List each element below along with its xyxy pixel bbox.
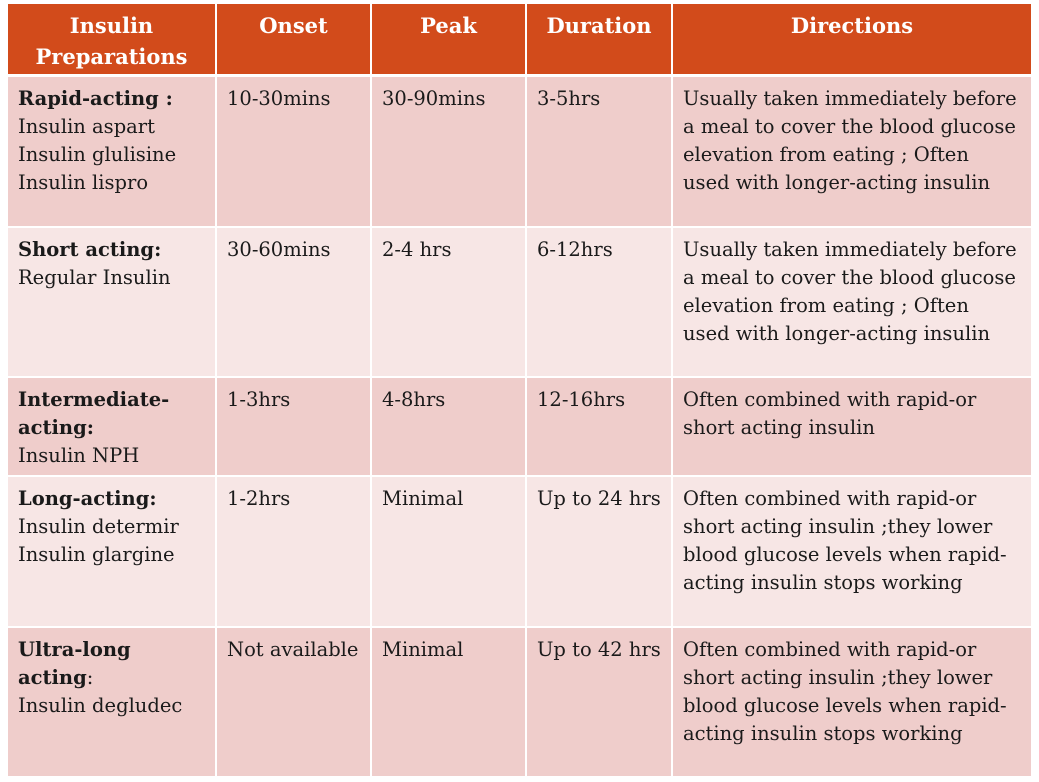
- peak-cell: 4-8hrs: [371, 377, 526, 476]
- drug-name: Insulin glargine: [18, 542, 175, 566]
- onset-cell: Not available: [216, 627, 371, 777]
- drug-name: Insulin determir: [18, 514, 179, 538]
- preparation-name: [18, 236, 205, 264]
- preparation-cell: [8, 76, 216, 227]
- table-row: [8, 76, 1031, 227]
- onset-cell: 10-30mins: [216, 76, 371, 227]
- duration-cell: 3-5hrs: [526, 76, 672, 227]
- table-row: [8, 227, 1031, 377]
- table-row: [8, 377, 1031, 476]
- duration-cell: 6-12hrs: [526, 227, 672, 377]
- duration-cell: 12-16hrs: [526, 377, 672, 476]
- preparation-name-text: Long-acting:: [18, 486, 157, 510]
- preparation-name-text: Intermediate-acting:: [18, 387, 170, 439]
- header-preparations-line1: Insulin: [69, 13, 154, 38]
- insulin-preparations-table: [8, 4, 1031, 778]
- preparation-name: [18, 386, 205, 442]
- preparation-cell: [8, 377, 216, 476]
- preparation-name: [18, 85, 205, 113]
- directions-cell: Usually taken immediately before a meal to cover the blood glucose elevation from eating ; Often used with longer-acting insulin: [672, 76, 1031, 227]
- onset-cell: 30-60mins: [216, 227, 371, 377]
- directions-cell: Often combined with rapid-or short acting insulin: [672, 377, 1031, 476]
- directions-cell: Often combined with rapid-or short acting insulin ;they lower blood glucose levels when rapid-acting insulin stops working: [672, 476, 1031, 627]
- peak-cell: Minimal: [371, 476, 526, 627]
- duration-cell: Up to 42 hrs: [526, 627, 672, 777]
- preparation-name: [18, 485, 205, 513]
- directions-cell: Usually taken immediately before a meal to cover the blood glucose elevation from eating ; Often used with longer-acting insulin: [672, 227, 1031, 377]
- header-peak: Peak: [371, 4, 526, 76]
- peak-cell: 30-90mins: [371, 76, 526, 227]
- header-onset: Onset: [216, 4, 371, 76]
- preparation-cell: [8, 476, 216, 627]
- onset-cell: 1-2hrs: [216, 476, 371, 627]
- peak-cell: 2-4 hrs: [371, 227, 526, 377]
- header-preparations-line2: Preparations: [35, 44, 188, 69]
- table-row: [8, 476, 1031, 627]
- header-duration: Duration: [526, 4, 672, 76]
- table-body: [8, 76, 1031, 777]
- preparation-name-text: Rapid-acting :: [18, 87, 173, 110]
- drug-name: Insulin aspart: [18, 115, 155, 138]
- preparation-cell: [8, 627, 216, 777]
- table-row: [8, 627, 1031, 777]
- directions-cell: Often combined with rapid-or short acting insulin ;they lower blood glucose levels when rapid-acting insulin stops working: [672, 627, 1031, 777]
- peak-cell: Minimal: [371, 627, 526, 777]
- duration-cell: Up to 24 hrs: [526, 476, 672, 627]
- drug-name: Insulin NPH: [18, 443, 140, 467]
- header-directions: Directions: [672, 4, 1031, 76]
- preparation-name-text: Short acting:: [18, 237, 162, 261]
- header-row: [8, 4, 1031, 76]
- preparation-cell: [8, 227, 216, 377]
- preparation-name-text: Ultra-long acting: [18, 637, 131, 689]
- drug-name: Insulin degludec: [18, 693, 183, 717]
- preparation-name: [18, 636, 205, 692]
- drug-name: Regular Insulin: [18, 265, 171, 289]
- onset-cell: 1-3hrs: [216, 377, 371, 476]
- drug-name: Insulin glulisine: [18, 143, 177, 166]
- table-header: [8, 4, 1031, 76]
- header-preparations: [8, 4, 216, 76]
- preparation-name-suffix: :: [86, 665, 94, 689]
- drug-name: Insulin lispro: [18, 171, 149, 194]
